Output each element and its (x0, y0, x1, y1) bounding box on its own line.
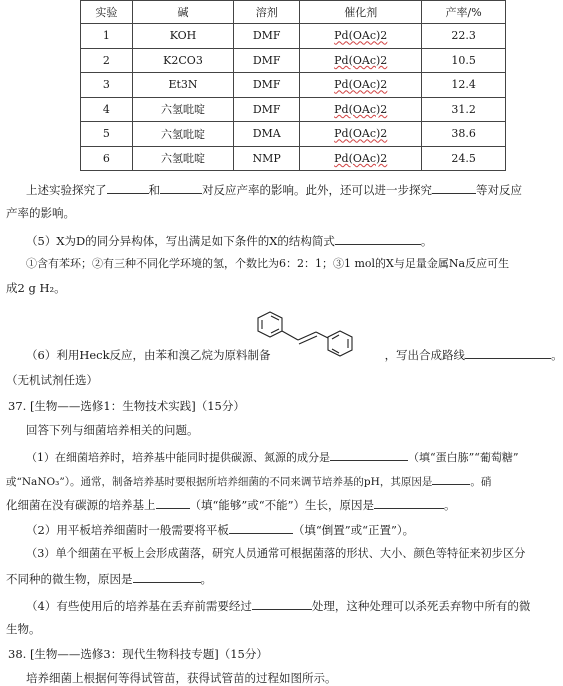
answer-blank[interactable] (156, 496, 190, 509)
table-header-row (81, 1, 506, 24)
line-text: 。硝 (470, 476, 492, 488)
text-line (6, 496, 456, 513)
answer-blank[interactable] (160, 181, 202, 194)
table-cell: DMF (234, 97, 300, 122)
table-cell: 24.5 (422, 146, 506, 171)
table-cell: 31.2 (422, 97, 506, 122)
line-text: 生物。 (6, 622, 41, 636)
text-line (26, 597, 530, 614)
table-header-cell: 实验 (81, 1, 133, 24)
table-cell: KOH (132, 24, 233, 49)
answer-blank[interactable] (432, 472, 470, 485)
line-text: 处理，这种处理可以杀死丢弃物中所有的微 (311, 599, 531, 613)
table-cell: K2CO3 (132, 48, 233, 73)
table-header-cell: 碱 (132, 1, 233, 24)
table-row (81, 24, 506, 49)
line-text: 。 (420, 234, 433, 248)
line-text: 。 (551, 348, 563, 362)
line-text: （4）有些使用后的培养基在丢弃前需要经过 (26, 599, 252, 613)
line-text: 不同种的微生物，原因是 (6, 572, 133, 586)
table-cell: Pd(OAc)2 (300, 97, 422, 122)
line-text: 。 (444, 498, 456, 512)
text-line (6, 205, 75, 221)
table-cell: Pd(OAc)2 (300, 73, 422, 98)
text-line (26, 232, 432, 249)
table-cell: Pd(OAc)2 (300, 146, 422, 171)
text-line (26, 346, 563, 363)
text-line (6, 472, 491, 490)
answer-blank[interactable] (465, 346, 551, 359)
line-text: （无机试剂任选） (6, 373, 98, 387)
line-text: ①含有苯环；②有三种不同化学环境的氢，个数比为6：2：1；③1 mol的X与足量金属Na反应可生 (26, 257, 510, 270)
line-text: 37. [生物——选修1：生物技术实践]（15分） (8, 399, 245, 413)
table-cell: DMF (234, 73, 300, 98)
table-cell: Pd(OAc)2 (300, 48, 422, 73)
answer-blank[interactable] (107, 181, 149, 194)
table-cell: DMF (234, 48, 300, 73)
text-line (6, 570, 212, 587)
table-row (81, 146, 506, 171)
line-text: 化细菌在没有碳源的培养基上 (6, 498, 156, 512)
table-cell: NMP (234, 146, 300, 171)
text-line (6, 280, 66, 296)
line-text: 培养细菌上根据何等得试管苗，获得试管苗的过程如图所示。 (26, 671, 337, 685)
table-cell: DMF (234, 24, 300, 49)
table-cell: Pd(OAc)2 (300, 122, 422, 147)
table-cell: 4 (81, 97, 133, 122)
table-cell: 六氢吡啶 (132, 97, 233, 122)
table-cell: 3 (81, 73, 133, 98)
table-cell: 22.3 (422, 24, 506, 49)
table-row (81, 122, 506, 147)
answer-blank[interactable] (133, 570, 201, 583)
text-line (26, 181, 522, 198)
answer-blank[interactable] (335, 232, 421, 245)
line-text: （2）用平板培养细菌时一般需要将平板 (26, 523, 229, 537)
table-cell: 六氢吡啶 (132, 122, 233, 147)
text-line (26, 422, 199, 438)
table-cell: 6 (81, 146, 133, 171)
line-text: 38. [生物——选修3：现代生物科技专题]（15分） (8, 647, 268, 661)
text-line (6, 372, 98, 388)
table-header-cell: 产率/% (422, 1, 506, 24)
answer-blank[interactable] (374, 496, 444, 509)
line-text: 和 (148, 183, 160, 197)
line-text: 或“NaNO₃”）。通常，制备培养基时要根据所培养细菌的不同来调节培养基的pH，其原因是 (6, 476, 433, 488)
table-cell: 5 (81, 122, 133, 147)
answer-blank[interactable] (229, 521, 293, 534)
line-text: 成2 g H₂。 (6, 281, 66, 295)
line-text: 。 (200, 572, 212, 586)
table-row (81, 97, 506, 122)
table-cell: 38.6 (422, 122, 506, 147)
text-line (26, 546, 525, 562)
text-line (26, 670, 337, 686)
line-text: ，写出合成路线 (384, 348, 466, 362)
line-text: 上述实验探究了 (26, 183, 107, 197)
line-text: （填“蛋白胨”“葡萄糖” (408, 451, 519, 464)
text-line (26, 256, 509, 272)
experiment-table (80, 0, 506, 171)
line-text: （1）在细菌培养时，培养基中能同时提供碳源、氮源的成分是 (26, 451, 330, 464)
table-cell: 12.4 (422, 73, 506, 98)
table-cell: 2 (81, 48, 133, 73)
answer-blank[interactable] (252, 597, 312, 610)
table-cell: 六氢吡啶 (132, 146, 233, 171)
line-text: （填“能够”或“不能”）生长，原因是 (189, 498, 375, 512)
answer-blank[interactable] (330, 448, 408, 461)
line-text: （填“倒置”或“正置”）。 (292, 523, 415, 537)
table-header-cell: 催化剂 (300, 1, 422, 24)
section-heading (8, 646, 268, 662)
table-header-cell: 溶剂 (234, 1, 300, 24)
text-line (6, 621, 41, 637)
line-text: 对反应产率的影响。此外，还可以进一步探究 (202, 183, 432, 197)
table-row (81, 48, 506, 73)
line-text: 回答下列与细菌培养相关的问题。 (26, 423, 199, 437)
table-cell: DMA (234, 122, 300, 147)
line-text: （3）单个细菌在平板上会形成菌落，研究人员通常可根据菌落的形状、大小、颜色等特征来初步区分 (26, 547, 526, 560)
table-cell: Et3N (132, 73, 233, 98)
table-cell: 10.5 (422, 48, 506, 73)
line-text: 等对反应 (476, 183, 522, 197)
line-text: （6）利用Heck反应，由苯和溴乙烷为原料制备 (26, 348, 271, 362)
table-row (81, 73, 506, 98)
table-cell: 1 (81, 24, 133, 49)
section-heading (8, 398, 245, 414)
table-cell: Pd(OAc)2 (300, 24, 422, 49)
line-text: 产率的影响。 (6, 206, 75, 220)
text-line (26, 448, 519, 466)
answer-blank[interactable] (432, 181, 476, 194)
line-text: （5）X为D的同分异构体，写出满足如下条件的X的结构简式 (26, 234, 335, 248)
text-line (26, 521, 414, 538)
